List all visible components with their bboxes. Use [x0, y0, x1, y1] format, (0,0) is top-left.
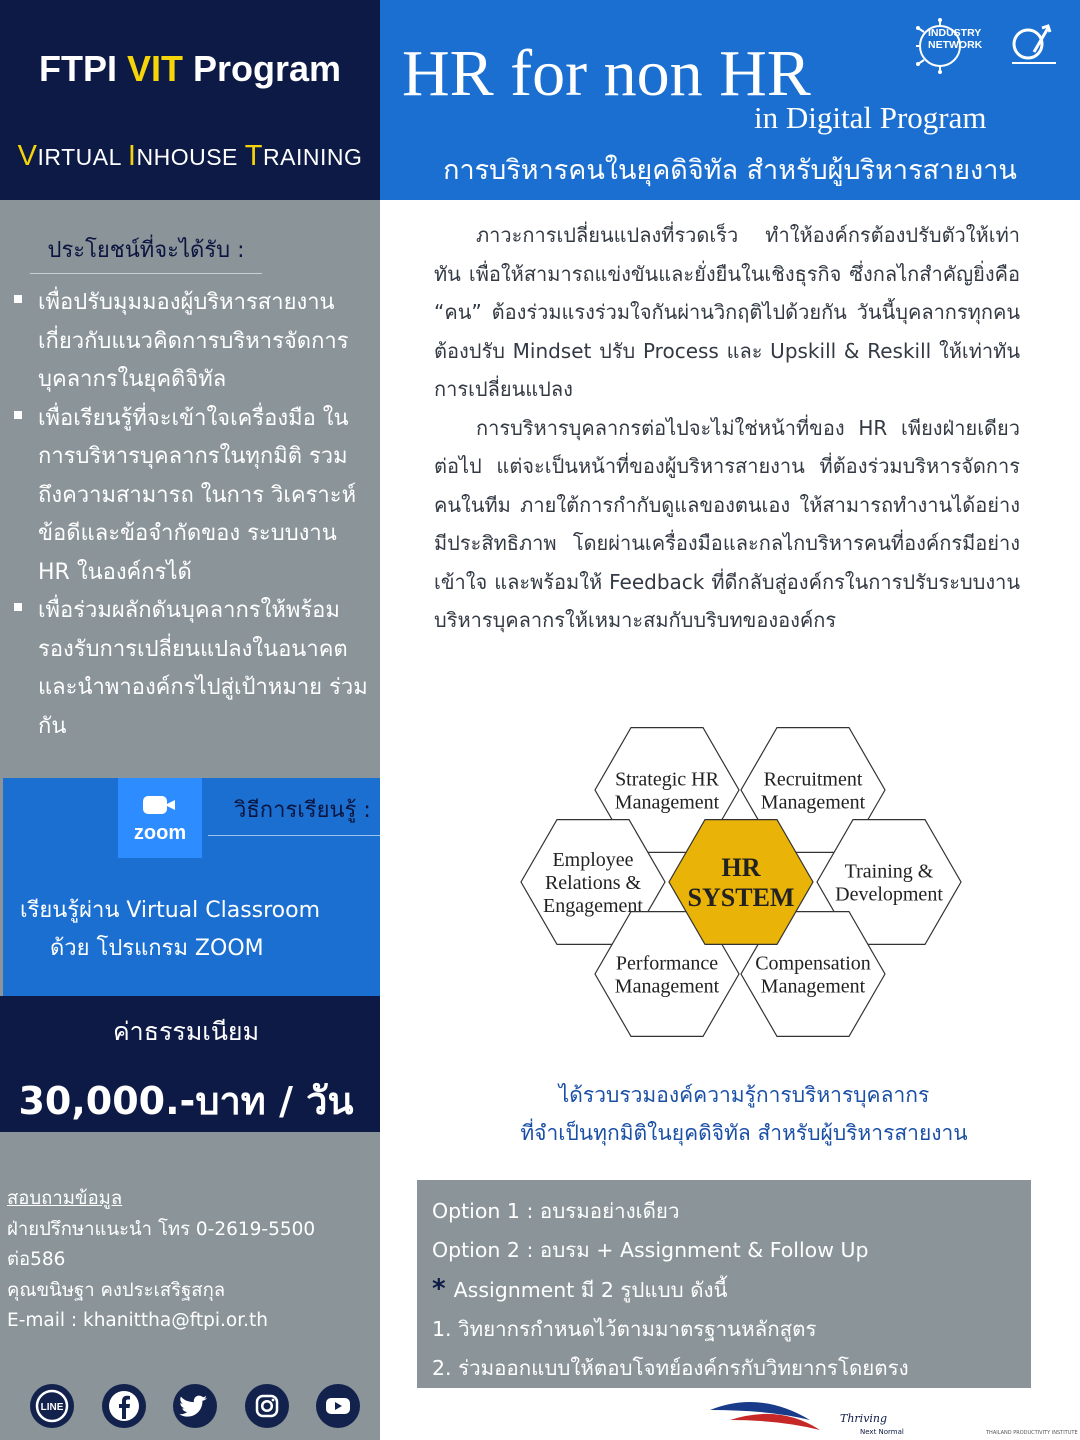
twitter-icon[interactable] — [173, 1384, 217, 1428]
intro-paragraph-1: ภาวะการเปลี่ยนแปลงที่รวดเร็ว ทำให้องค์กรต้องปรับตัวให้เท่าทัน เพื่อให้สามารถแข่งขันและยั่งยืนในเชิงธุรกิจ ซึ่งกลไกสำคัญยิ่งคือ “คน” ต้องร่วมแรงร่วมใจกันผ่านวิกฤติไปด้วยกัน วันนี้บุคลากรทุกคนต้องปรับ Mindset ปรับ Process และ Upskill & Reskill ให้เท่าทันการเปลี่ยนแปลง — [434, 223, 1020, 401]
program-title: FTPI VIT Program — [38, 48, 342, 89]
hex-recruitment-label: Management — [760, 791, 866, 814]
hex-performance-label: Performance — [615, 952, 719, 975]
hex-training-label: Training & — [844, 860, 934, 883]
intro-paragraph-2: การบริหารบุคลากรต่อไปจะไม่ใช่หน้าที่ของ HR เพียงฝ่ายเดียวต่อไป แต่จะเป็นหน้าที่ของผู้บริหารสายงาน ที่ต้องร่วมบริหารจัดการคนในทีม ภายใต้การกำกับดูแลของตนเอง ให้สามารถทำงานได้อย่างมีประสิทธิภาพ โดยผ่านเครื่องมือและกลไกบริหารคนที่องค์กรมีอย่างเข้าใจ และพร้อมให้ Feedback ที่ดีกลับสู่องค์กรในการปรับระบบงานบริหารบุคลากรให้เหมาะสมกับบริบทขององค์กร — [434, 415, 1020, 632]
learning-line-1: เรียนรู้ผ่าน Virtual Classroom — [20, 898, 321, 923]
fee-price: 30,000.-บาท / วัน — [18, 1079, 354, 1123]
hr-system-diagram — [505, 712, 975, 1052]
footer-logo — [700, 1390, 1080, 1440]
hex-compensation-label: Management — [760, 975, 866, 998]
contact-heading: สอบถามข้อมูล — [7, 1188, 123, 1209]
caption-line-2: ที่จำเป็นทุกมิติในยุคดิจิทัล สำหรับผู้บริหารสายงาน — [520, 1121, 968, 1145]
asterisk-icon: * — [432, 1274, 446, 1304]
hex-training-label: Development — [835, 883, 943, 906]
option-2: Option 2 : อบรม + Assignment & Follow Up — [432, 1238, 869, 1262]
benefit-item: เพื่อปรับมุมมองผู้บริหารสายงาน เกี่ยวกับแนวคิดการบริหารจัดการ บุคลากรในยุคดิจิทัล — [10, 284, 370, 400]
contact-phone[interactable]: ฝ่ายปรึกษาแนะนำ โทร 0-2619-5500 ต่อ586 — [7, 1218, 316, 1270]
contact-email[interactable]: E-mail : khanittha@ftpi.or.th — [7, 1310, 268, 1331]
caption-line-1: ได้รวบรวมองค์ความรู้การบริหารบุคลากร — [558, 1083, 930, 1107]
fee-heading: ค่าธรรมเนียม — [112, 1017, 260, 1046]
learning-description — [20, 892, 370, 968]
hex-employee-relations-label: Employee — [552, 849, 634, 871]
hex-strategic-hr-label: Strategic HR — [615, 768, 719, 791]
hex-hr-system-label: HR — [721, 853, 761, 883]
course-thai-title: การบริหารคนในยุคดิจิทัล สำหรับผู้บริหารสายงาน — [443, 155, 1017, 186]
option-1: Option 1 : อบรมอย่างเดียว — [432, 1199, 680, 1223]
hex-recruitment-label: Recruitment — [763, 768, 863, 791]
footer-tagline: Thriving — [840, 1412, 888, 1425]
industry-network-text: INDUSTRY NETWORK — [928, 27, 983, 51]
contact-info — [7, 1184, 377, 1337]
facebook-icon[interactable] — [102, 1384, 146, 1428]
hex-employee-relations-label: Engagement — [543, 895, 643, 917]
hex-compensation-label: Compensation — [755, 952, 871, 975]
footer-tagline-2: Next Normal — [860, 1428, 904, 1436]
course-title: HR for non HR — [402, 37, 811, 110]
assignment-item-2: 2. ร่วมออกแบบให้ตอบโจทย์องค์กรกับวิทยากรโดยตรง — [432, 1356, 909, 1380]
instagram-icon[interactable] — [245, 1384, 289, 1428]
hex-performance-label: Management — [614, 975, 720, 998]
learning-line-2: ด้วย โปรแกรม ZOOM — [50, 936, 264, 961]
hex-strategic-hr-label: Management — [614, 791, 720, 814]
options-list — [432, 1192, 1032, 1388]
diagram-caption — [434, 1076, 1054, 1152]
benefit-item: เพื่อร่วมผลักดันบุคลากรให้พร้อม รองรับการเปลี่ยนแปลงในอนาคต และนำพาองค์กรไปสู่เป้าหมาย ร่วมกัน — [10, 592, 370, 746]
video-camera-icon — [143, 792, 177, 818]
hex-hr-system-label: SYSTEM — [687, 883, 795, 913]
assignment-item-1: 1. วิทยากรกำหนดไว้ตามมาตรฐานหลักสูตร — [432, 1317, 817, 1341]
benefits-heading: ประโยชน์ที่จะได้รับ : — [30, 232, 262, 274]
intro-text — [434, 216, 1020, 640]
svg-text:LINE: LINE — [40, 1402, 64, 1413]
assignment-note: * Assignment มี 2 รูปแบบ ดังนี้ — [432, 1274, 728, 1304]
program-subtitle: VIRTUAL INHOUSE TRAINING — [17, 140, 363, 172]
footer-institute: THAILAND PRODUCTIVITY INSTITUTE — [986, 1430, 1078, 1436]
benefits-list — [10, 284, 370, 746]
zoom-logo-text: zoom — [133, 821, 187, 844]
youtube-icon[interactable] — [316, 1384, 360, 1428]
course-subtitle: in Digital Program — [754, 100, 987, 135]
hex-employee-relations-label: Relations & — [544, 872, 642, 894]
contact-person: คุณขนิษฐา คงประเสริฐสกุล — [7, 1279, 226, 1301]
line-icon[interactable] — [30, 1384, 74, 1428]
social-links — [30, 1384, 360, 1428]
ftpi-logo — [1008, 18, 1058, 68]
zoom-logo — [118, 778, 202, 858]
learning-heading: วิธีการเรียนรู้ : — [208, 792, 380, 836]
benefit-item: เพื่อเรียนรู้ที่จะเข้าใจเครื่องมือ ในการบริหารบุคลากรในทุกมิติ รวมถึงความสามารถ ในการ วิเคราะห์ข้อดีและข้อจำกัดของ ระบบงาน HR ในองค์กรได้ — [10, 400, 370, 593]
